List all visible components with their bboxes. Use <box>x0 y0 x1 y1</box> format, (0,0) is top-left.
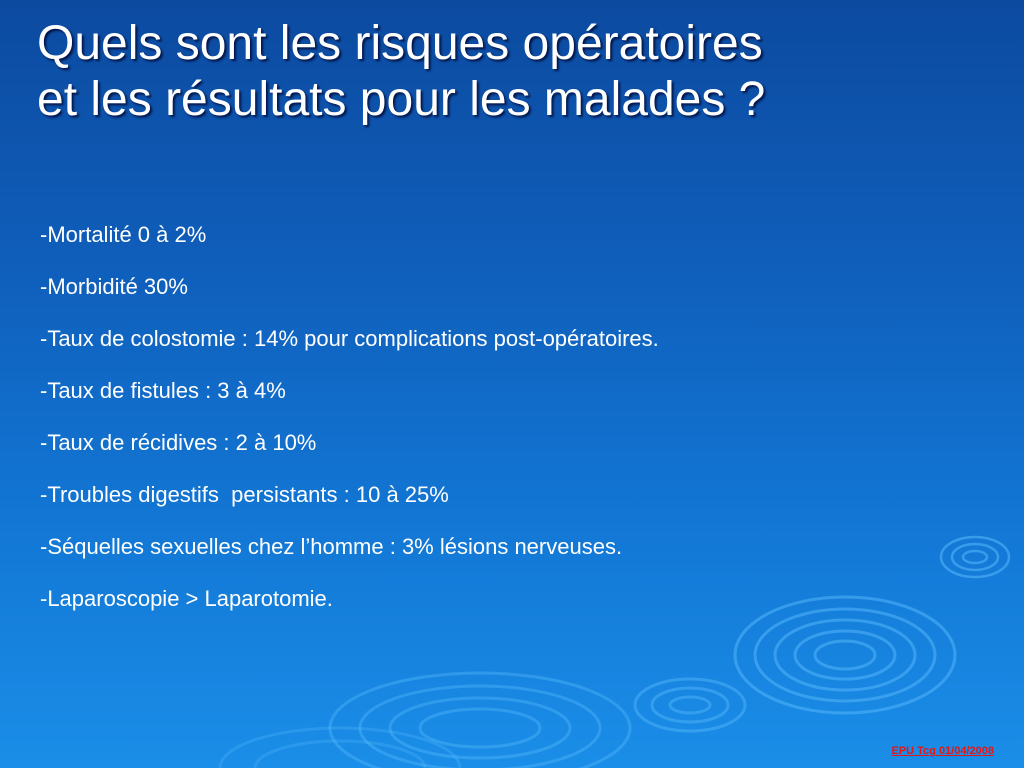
ripple-bottom-center <box>330 673 630 768</box>
ripple-bottom-mid <box>635 679 745 731</box>
title-line-2: et les résultats pour les malades ? <box>37 73 766 126</box>
bullet-laparoscopy: -Laparoscopie > Laparotomie. <box>40 586 333 611</box>
bullet-recurrence: -Taux de récidives : 2 à 10% <box>40 430 317 455</box>
footer-link[interactable]: EPU Tcg 01/04/2008 <box>891 745 994 757</box>
bullet-sexual-sequelae: -Séquelles sexuelles chez l’homme : 3% lésions nerveuses. <box>40 534 623 559</box>
bullet-morbidity: -Morbidité 30% <box>40 274 188 299</box>
slide-title <box>37 16 1007 128</box>
results-list <box>40 222 659 638</box>
ripple-small-right <box>941 537 1009 577</box>
bullet-mortality: -Mortalité 0 à 2% <box>40 222 207 247</box>
bullet-digestive-disorders: -Troubles digestifs persistants : 10 à 25% <box>40 482 449 507</box>
bullet-colostomy: -Taux de colostomie : 14% pour complications post-opératoires. <box>40 326 659 351</box>
title-line-1: Quels sont les risques opératoires <box>37 17 763 70</box>
ripple-large <box>735 597 955 713</box>
ripple-bottom-left <box>220 728 460 768</box>
bullet-fistulas: -Taux de fistules : 3 à 4% <box>40 378 286 403</box>
